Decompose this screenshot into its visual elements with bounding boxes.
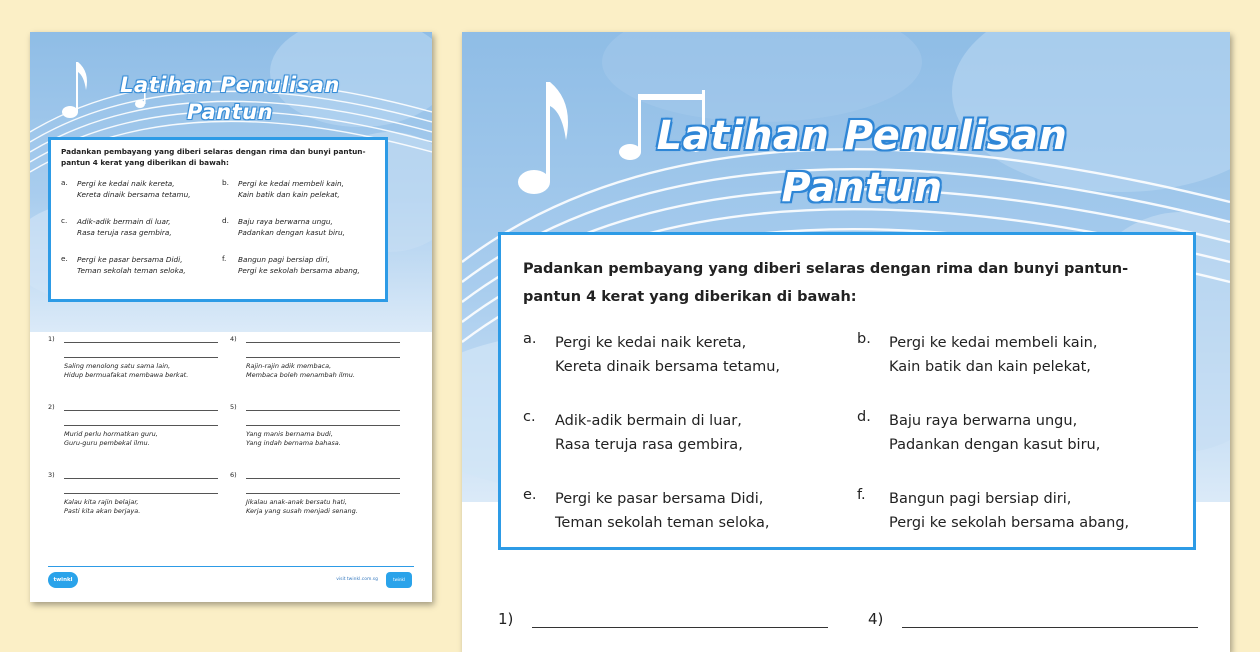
answer-blank-2[interactable] <box>64 343 218 358</box>
title-line-2: Pantun <box>186 100 274 124</box>
pembayang-item <box>523 487 837 535</box>
answer-item <box>868 610 1198 628</box>
answer-blank[interactable] <box>246 334 400 343</box>
answer-number: 1) <box>498 610 514 628</box>
item-line-2: Teman sekolah teman seloka, <box>555 515 770 531</box>
answer-blank[interactable] <box>64 402 218 411</box>
pembayang-item <box>857 487 1171 535</box>
answer-blank-2[interactable] <box>64 411 218 426</box>
answer-number: 4) <box>868 610 884 628</box>
title-line-2: Pantun <box>781 165 943 211</box>
title-line-1: Latihan Penulisan <box>120 73 340 97</box>
footer-url[interactable]: visit twinkl.com.sg <box>336 577 378 582</box>
item-letter: d. <box>857 409 871 425</box>
maksud-line-1: Rajin-rajin adik membaca, <box>246 362 332 370</box>
item-letter: d. <box>222 216 229 225</box>
item-line-1: Adik-adik bermain di luar, <box>555 413 742 429</box>
pembayang-item <box>222 254 375 276</box>
item-line-2: Rasa teruja rasa gembira, <box>555 437 743 453</box>
item-line-1: Bangun pagi bersiap diri, <box>238 255 330 264</box>
item-line-1: Pergi ke kedai membeli kain, <box>889 335 1098 351</box>
pembayang-item <box>857 331 1171 379</box>
answer-item <box>230 402 400 448</box>
item-line-1: Baju raya berwarna ungu, <box>889 413 1078 429</box>
answer-blank-2[interactable] <box>246 411 400 426</box>
answer-blank-2[interactable] <box>246 479 400 494</box>
instruction-line-1: Padankan pembayang yang diberi selaras dengan rima dan bunyi pantun- <box>523 261 1129 277</box>
item-line-2: Padankan dengan kasut biru, <box>238 228 345 237</box>
item-letter: a. <box>61 178 68 187</box>
title-line-1: Latihan Penulisan <box>656 113 1068 159</box>
answer-number: 2) <box>48 403 55 411</box>
item-line-2: Teman sekolah teman seloka, <box>77 266 186 275</box>
answer-number: 1) <box>48 335 55 343</box>
item-line-1: Pergi ke kedai naik kereta, <box>555 335 747 351</box>
item-line-2: Kain batik dan kain pelekat, <box>238 190 340 199</box>
pembayang-item <box>523 331 837 379</box>
answer-section-visible <box>498 610 1198 628</box>
answer-blank[interactable] <box>902 611 1198 628</box>
item-line-2: Padankan dengan kasut biru, <box>889 437 1101 453</box>
instruction-box <box>498 232 1196 550</box>
maksud-line-1: Jikalau anak-anak bersatu hati, <box>246 498 347 506</box>
maksud-line-1: Yang manis bernama budi, <box>246 430 333 438</box>
pembayang-item <box>523 409 837 457</box>
item-line-2: Pergi ke sekolah bersama abang, <box>238 266 360 275</box>
answer-item <box>48 470 218 516</box>
maksud-line-2: Guru-guru pembekal ilmu. <box>64 439 150 447</box>
item-letter: c. <box>61 216 68 225</box>
pembayang-item <box>61 178 214 200</box>
instruction-line-1: Padankan pembayang yang diberi selaras dengan rima dan bunyi pantun- <box>61 147 366 156</box>
page-footer <box>48 572 414 590</box>
item-line-1: Bangun pagi bersiap diri, <box>889 491 1072 507</box>
item-line-1: Pergi ke pasar bersama Didi, <box>555 491 764 507</box>
maksud-line-1: Murid perlu hormatkan guru, <box>64 430 158 438</box>
answer-blank[interactable] <box>64 470 218 479</box>
answer-blank-2[interactable] <box>64 479 218 494</box>
pembayang-item <box>61 216 214 238</box>
worksheet-zoomed <box>462 32 1230 652</box>
answer-blank[interactable] <box>246 402 400 411</box>
answer-section <box>48 334 400 516</box>
item-letter: b. <box>857 331 871 347</box>
item-line-1: Pergi ke kedai membeli kain, <box>238 179 344 188</box>
item-letter: f. <box>222 254 227 263</box>
twinkl-badge-icon: twinkl <box>386 572 412 588</box>
instruction-text <box>61 146 375 168</box>
pembayang-item <box>222 216 375 238</box>
worksheet-title <box>100 72 360 126</box>
answer-number: 3) <box>48 471 55 479</box>
twinkl-logo: twinkl <box>48 572 78 588</box>
maksud-line-2: Pasti kita akan berjaya. <box>64 507 141 515</box>
maksud-line-2: Hidup bermuafakat membawa berkat. <box>64 371 189 379</box>
pembayang-list <box>523 331 1171 535</box>
item-line-1: Pergi ke pasar bersama Didi, <box>77 255 183 264</box>
maksud-line-1: Saling menolong satu sama lain, <box>64 362 171 370</box>
item-letter: b. <box>222 178 229 187</box>
answer-number: 4) <box>230 335 237 343</box>
item-letter: a. <box>523 331 537 347</box>
answer-blank[interactable] <box>64 334 218 343</box>
answer-item <box>498 610 828 628</box>
item-line-1: Adik-adik bermain di luar, <box>77 217 171 226</box>
instruction-text <box>523 255 1171 311</box>
pembayang-item <box>857 409 1171 457</box>
answer-item <box>230 334 400 380</box>
pembayang-item <box>61 254 214 276</box>
answer-blank-2[interactable] <box>246 343 400 358</box>
answer-item <box>230 470 400 516</box>
item-letter: c. <box>523 409 536 425</box>
item-line-1: Pergi ke kedai naik kereta, <box>77 179 175 188</box>
item-letter: e. <box>523 487 537 503</box>
answer-blank[interactable] <box>532 611 828 628</box>
footer-divider <box>48 566 414 567</box>
maksud-line-1: Kalau kita rajin belajar, <box>64 498 139 506</box>
item-letter: e. <box>61 254 68 263</box>
item-line-2: Kereta dinaik bersama tetamu, <box>77 190 191 199</box>
maksud-line-2: Yang indah bernama bahasa. <box>246 439 341 447</box>
answer-number: 5) <box>230 403 237 411</box>
maksud-line-2: Kerja yang susah menjadi senang. <box>246 507 358 515</box>
item-line-2: Kain batik dan kain pelekat, <box>889 359 1091 375</box>
item-line-2: Rasa teruja rasa gembira, <box>77 228 172 237</box>
answer-blank[interactable] <box>246 470 400 479</box>
maksud-line-2: Membaca boleh menambah ilmu. <box>246 371 355 379</box>
instruction-line-2: pantun 4 kerat yang diberikan di bawah: <box>523 289 857 305</box>
worksheet-thumbnail <box>30 32 432 602</box>
answer-item <box>48 402 218 448</box>
instruction-box <box>48 137 388 302</box>
instruction-line-2: pantun 4 kerat yang diberikan di bawah: <box>61 158 229 167</box>
answer-item <box>48 334 218 380</box>
item-line-1: Baju raya berwarna ungu, <box>238 217 333 226</box>
pembayang-item <box>222 178 375 200</box>
item-line-2: Pergi ke sekolah bersama abang, <box>889 515 1130 531</box>
answer-number: 6) <box>230 471 237 479</box>
item-line-2: Kereta dinaik bersama tetamu, <box>555 359 781 375</box>
pembayang-list <box>61 178 375 276</box>
item-letter: f. <box>857 487 866 503</box>
worksheet-title <box>582 110 1142 214</box>
